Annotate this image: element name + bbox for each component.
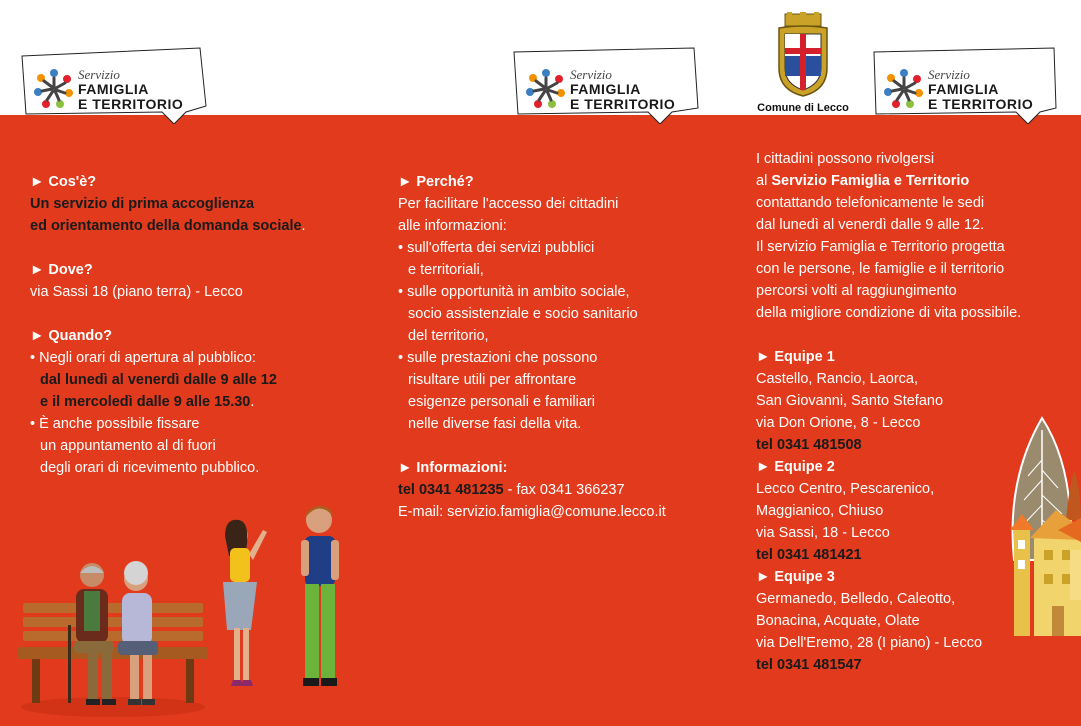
intro-line-2-pre: al xyxy=(756,173,772,189)
coat-of-arms-icon xyxy=(773,12,833,98)
equipe1-address: via Don Orione, 8 - Lecco xyxy=(756,415,921,431)
perche-bullet-3-line-4: nelle diverse fasi della vita. xyxy=(408,416,582,432)
info-tel: tel 0341 481235 xyxy=(398,482,504,498)
elderly-couple-bench-illustration xyxy=(18,555,208,720)
comune-name: Comune di Lecco xyxy=(757,102,849,114)
logo-line-famiglia: FAMIGLIA xyxy=(928,81,999,97)
servizio-logo-right xyxy=(870,44,1060,124)
logo-line-territorio: E TERRITORIO xyxy=(78,96,184,112)
equipe1-line-1: Castello, Rancio, Laorca, xyxy=(756,371,918,387)
cose-text-2-end: . xyxy=(301,218,306,234)
perche-bullet-1: • sull'offerta dei servizi pubblici xyxy=(398,240,595,256)
equipe3-tel: tel 0341 481547 xyxy=(756,657,862,673)
equipe2-tel: tel 0341 481421 xyxy=(756,547,862,563)
people-burst-icon xyxy=(524,66,568,110)
perche-bullet-1-line-2: e territoriali, xyxy=(408,262,484,278)
intro-line-1: I cittadini possono rivolgersi xyxy=(756,151,935,167)
logo-line-territorio: E TERRITORIO xyxy=(570,96,676,112)
perche-heading: ► Perché? xyxy=(398,174,474,190)
logo-line-servizio: Servizio xyxy=(570,67,612,82)
intro-line-4: dal lunedì al venerdì dalle 9 alle 12. xyxy=(756,217,985,233)
info-email: E-mail: servizio.famiglia@comune.lecco.it xyxy=(398,504,666,520)
dove-text: via Sassi 18 (piano terra) - Lecco xyxy=(30,284,243,300)
quando-bullet-2-line-3: degli orari di ricevimento pubblico. xyxy=(40,460,260,476)
logo-line-territorio: E TERRITORIO xyxy=(928,96,1034,112)
quando-heading: ► Quando? xyxy=(30,328,113,344)
intro-line-7: percorsi volti al raggiungimento xyxy=(756,283,957,299)
equipe2-line-2: Maggianico, Chiuso xyxy=(756,503,884,519)
dove-heading: ► Dove? xyxy=(30,262,93,278)
cose-heading: ► Cos'è? xyxy=(30,174,97,190)
trees-houses-illustration xyxy=(1000,410,1081,640)
quando-bullet-1-line-2: dal lunedì al venerdì dalle 9 alle 12 xyxy=(40,372,277,388)
quando-bullet-1: • Negli orari di apertura al pubblico: xyxy=(30,350,256,366)
servizio-logo-left xyxy=(20,44,210,124)
equipe3-line-2: Bonacina, Acquate, Olate xyxy=(756,613,920,629)
perche-bullet-3-line-2: risultare utili per affrontare xyxy=(408,372,577,388)
equipe2-line-1: Lecco Centro, Pescarenico, xyxy=(756,481,935,497)
column-middle xyxy=(398,171,666,523)
cose-text-1: Un servizio di prima accoglienza xyxy=(30,196,255,212)
intro-line-5: Il servizio Famiglia e Territorio progetta xyxy=(756,239,1005,255)
logo-line-servizio: Servizio xyxy=(928,67,970,82)
perche-line-1: Per facilitare l'accesso dei cittadini xyxy=(398,196,619,212)
equipe3-heading: ► Equipe 3 xyxy=(756,569,835,585)
intro-line-6: con le persone, le famiglie e il territorio xyxy=(756,261,1005,277)
intro-line-2-bold: Servizio Famiglia e Territorio xyxy=(771,173,970,189)
equipe2-heading: ► Equipe 2 xyxy=(756,459,835,475)
info-fax: - fax 0341 366237 xyxy=(503,482,625,498)
equipe2-address: via Sassi, 18 - Lecco xyxy=(756,525,890,541)
quando-bullet-1-line-3: e il mercoledì dalle 9 alle 15.30 xyxy=(40,394,251,410)
info-heading: ► Informazioni: xyxy=(398,460,508,476)
servizio-logo-middle xyxy=(512,44,702,124)
quando-bullet-2: • È anche possibile fissare xyxy=(30,416,200,432)
perche-line-2: alle informazioni: xyxy=(398,218,507,234)
equipe1-line-2: San Giovanni, Santo Stefano xyxy=(756,393,944,409)
people-burst-icon xyxy=(32,66,76,110)
perche-bullet-2-line-3: del territorio, xyxy=(408,328,489,344)
column-right xyxy=(756,148,1021,676)
equipe3-address: via Dell'Eremo, 28 (I piano) - Lecco xyxy=(756,635,983,651)
logo-line-famiglia: FAMIGLIA xyxy=(78,81,149,97)
logo-line-servizio: Servizio xyxy=(78,67,120,82)
equipe3-line-1: Germanedo, Belledo, Caleotto, xyxy=(756,591,956,607)
equipe1-tel: tel 0341 481508 xyxy=(756,437,862,453)
perche-bullet-3-line-3: esigenze personali e familiari xyxy=(408,394,595,410)
people-burst-icon xyxy=(882,66,926,110)
cose-text-2: ed orientamento della domanda sociale xyxy=(30,218,302,234)
perche-bullet-2: • sulle opportunità in ambito sociale, xyxy=(398,284,630,300)
perche-bullet-2-line-2: socio assistenziale e socio sanitario xyxy=(408,306,638,322)
comune-di-lecco-logo xyxy=(748,12,858,112)
intro-line-3: contattando telefonicamente le sedi xyxy=(756,195,985,211)
logo-line-famiglia: FAMIGLIA xyxy=(570,81,641,97)
quando-bullet-1-line-3-end: . xyxy=(250,394,255,410)
perche-bullet-3: • sulle prestazioni che possono xyxy=(398,350,598,366)
quando-bullet-2-line-2: un appuntamento al di fuori xyxy=(40,438,216,454)
intro-line-8: della migliore condizione di vita possibile. xyxy=(756,305,1022,321)
column-left xyxy=(30,171,306,479)
equipe1-heading: ► Equipe 1 xyxy=(756,349,835,365)
young-couple-illustration xyxy=(215,500,355,700)
